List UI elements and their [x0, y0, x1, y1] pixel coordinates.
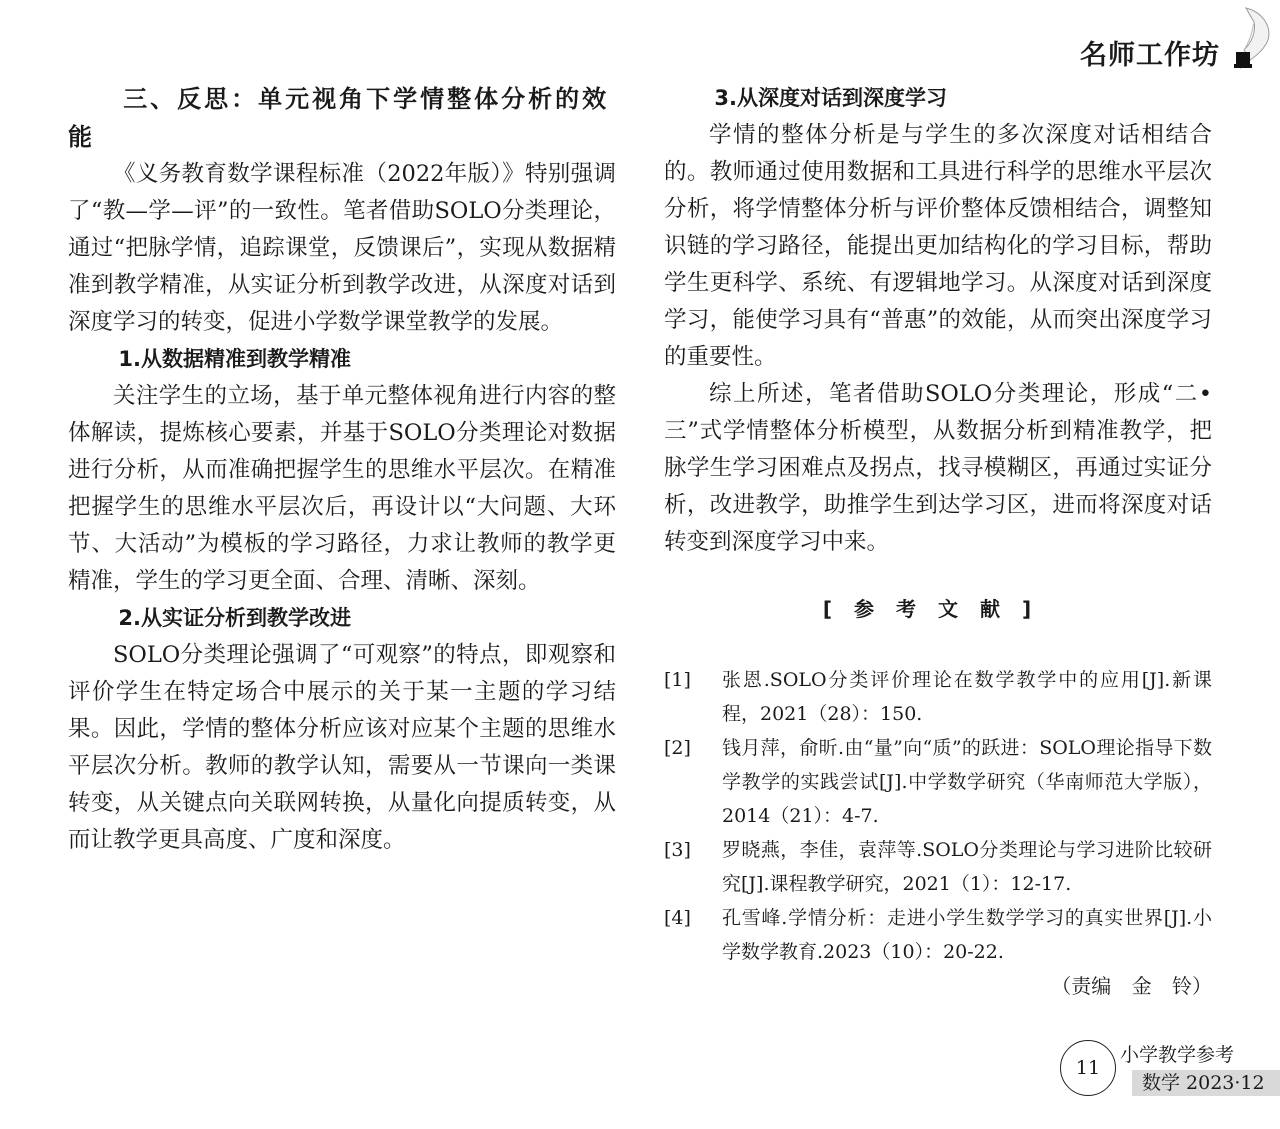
page-number: 11	[1060, 1040, 1116, 1096]
reference-text: 钱月萍，俞昕.由“量”向“质”的跃进：SOLO理论指导下数学教学的实践尝试[J].中学数学研究（华南师范大学版），2014（21）：4-7.	[722, 737, 1212, 827]
journal-name: 小学教学参考	[1120, 1044, 1235, 1066]
paragraph-2: SOLO分类理论强调了“可观察”的特点，即观察和评价学生在特定场合中展示的关于某一主题的学习结果。因此，学情的整体分析应该对应某个主题的思维水平层次分析。教师的教学认知，需要从一节课向一类课转变，从关键点向关联网转换，从量化向提质转变，从而让教学更具高度、广度和深度。	[68, 642, 616, 853]
editor-credit: （责编 金 铃）	[1051, 974, 1212, 998]
reference-item	[664, 663, 1212, 731]
reference-number: [4]	[664, 907, 691, 929]
page-header	[1080, 20, 1220, 80]
references-heading: [参考文献]	[822, 597, 1054, 621]
reference-number: [3]	[664, 839, 691, 861]
subheading-1: 1.从数据精准到教学精准	[118, 347, 351, 371]
column-title: 名师工作坊	[1080, 40, 1220, 71]
reference-text: 罗晓燕，李佳，袁萍等.SOLO分类理论与学习进阶比较研究[J].课程教学研究，2021（1）：12-17.	[722, 839, 1212, 895]
reference-number: [1]	[664, 669, 691, 691]
issue-label: 数学 2023·12	[1142, 1072, 1265, 1094]
intro-paragraph: 《义务教育数学课程标准（2022年版）》特别强调了“教—学—评”的一致性。笔者借助SOLO分类理论，通过“把脉学情，追踪课堂，反馈课后”，实现从数据精准到教学精准，从实证分析到教学改进，从深度对话到深度学习的转变，促进小学数学课堂教学的发展。	[68, 161, 616, 335]
reference-number: [2]	[664, 737, 691, 759]
page-footer	[1060, 1040, 1280, 1110]
subheading-3: 3.从深度对话到深度学习	[714, 86, 947, 110]
conclusion-paragraph: 综上所述，笔者借助SOLO分类理论，形成“二•三”式学情整体分析模型，从数据分析到精准教学，把脉学生学习困难点及拐点，找寻模糊区，再通过实证分析，改进教学，助推学生到达学习区，进而将深度对话转变到深度学习中来。	[664, 381, 1212, 555]
reference-text: 张恩.SOLO分类评价理论在数学教学中的应用[J].新课程，2021（28）：150.	[722, 669, 1212, 725]
left-column	[68, 80, 616, 859]
reference-item	[664, 901, 1212, 969]
paragraph-3: 学情的整体分析是与学生的多次深度对话相结合的。教师通过使用数据和工具进行科学的思维水平层次分析，将学情整体分析与评价整体反馈相结合，调整知识链的学习路径，能提出更加结构化的学习目标，帮助学生更科学、系统、有逻辑地学习。从深度对话到深度学习，能使学习具有“普惠”的效能，从而突出深度学习的重要性。	[664, 122, 1212, 370]
reference-item	[664, 833, 1212, 901]
section-title: 三、反思：单元视角下学情整体分析的效能	[68, 85, 610, 151]
subheading-2: 2.从实证分析到教学改进	[118, 606, 351, 630]
reference-item	[664, 731, 1212, 833]
paragraph-1: 关注学生的立场，基于单元整体视角进行内容的整体解读，提炼核心要素，并基于SOLO分类理论对数据进行分析，从而准确把握学生的思维水平层次。在精准把握学生的思维水平层次后，再设计以“大问题、大环节、大活动”为模板的学习路径，力求让教师的教学更精准，学生的学习更全面、合理、清晰、深刻。	[68, 383, 616, 594]
reference-text: 孔雪峰.学情分析：走进小学生数学学习的真实世界[J].小学数学教育.2023（10）：20-22.	[722, 907, 1212, 963]
right-column	[664, 80, 1212, 1003]
quill-pen-icon	[1216, 6, 1276, 76]
reference-list	[664, 663, 1212, 969]
